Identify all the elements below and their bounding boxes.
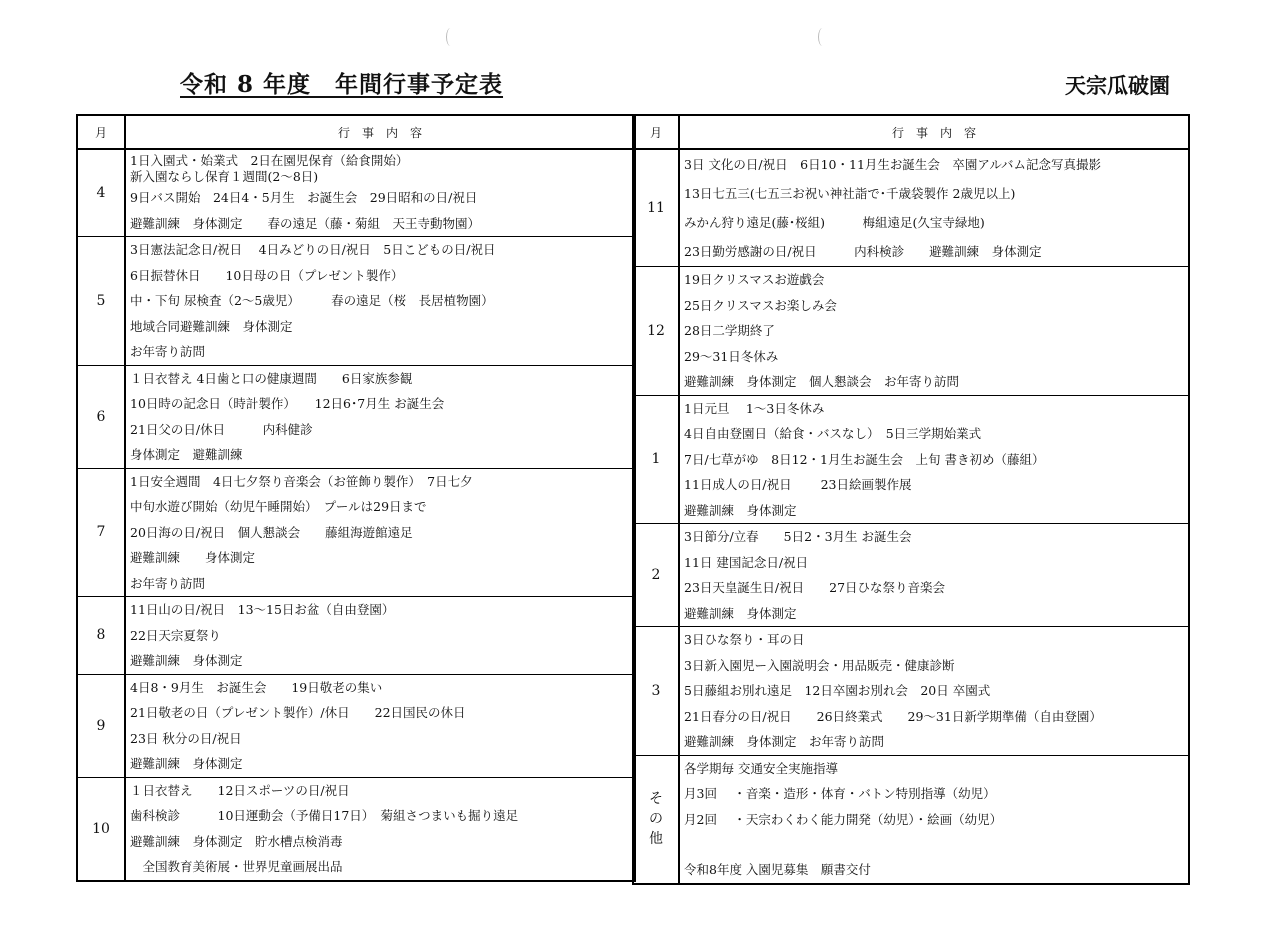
other-label-char: 他	[649, 831, 663, 847]
event-line	[684, 832, 1188, 857]
table-row	[77, 777, 635, 881]
event-line: みかん狩り遠足(藤･桜組) 梅組遠足(久宝寺緑地)	[684, 215, 985, 230]
event-line: 29～31日冬休み	[684, 348, 779, 364]
month-column-header: 月	[77, 115, 125, 149]
table-row	[633, 149, 1189, 267]
event-line: 3日新入園児ー入園説明会・用品販売・健康診断	[684, 657, 955, 673]
content-column-header: 行 事 内 容	[679, 115, 1189, 149]
event-line: 7日/七草がゆ 8日12・1月生お誕生会 上旬 書き初め（藤組）	[684, 451, 1045, 467]
event-line: 19日クリスマスお遊戯会	[684, 272, 825, 287]
month-cell: 2	[633, 524, 679, 627]
event-line: 25日クリスマスお楽しみ会	[684, 297, 837, 313]
month-cell: 5	[77, 237, 125, 366]
event-line: 月2回 ・天宗わくわく能力開発（幼児）・絵画（幼児）	[684, 811, 1003, 827]
table-row	[633, 267, 1189, 396]
event-line: 21日父の日/休日 内科健診	[130, 421, 313, 437]
events-cell	[679, 524, 1189, 627]
event-line: 4日自由登園日（給食・バスなし） 5日三学期始業式	[684, 426, 982, 441]
other-label-char: の	[649, 811, 663, 827]
events-cell	[679, 267, 1189, 396]
event-line: 新入園ならし保育１週間(2～8日)	[130, 169, 319, 184]
event-line: 11日 建国記念日/祝日	[684, 554, 809, 570]
right-schedule-table	[632, 114, 1190, 885]
event-line: 10日時の記念日（時計製作） 12日6･7月生 お誕生会	[130, 396, 445, 411]
page-title: 令和 8 年度 年間行事予定表	[180, 71, 504, 98]
event-line: 令和8年度 入園児募集 願書交付	[684, 862, 871, 877]
event-line: 避難訓練 身体測定 お年寄り訪問	[684, 734, 885, 749]
events-cell	[679, 755, 1189, 884]
event-line: 歯科検診 10日運動会（予備日17日） 菊組さつまいも掘り遠足	[130, 808, 519, 823]
events-cell	[125, 149, 635, 237]
event-line: 9日バス開始 24日4・5月生 お誕生会 29日昭和の日/祝日	[130, 190, 478, 205]
event-line: 3日ひな祭り・耳の日	[684, 632, 805, 647]
event-line: 4日8・9月生 お誕生会 19日敬老の集い	[130, 679, 383, 695]
table-row	[77, 468, 635, 597]
other-label-cell	[633, 755, 679, 884]
event-line: 1日元旦 1～3日冬休み	[684, 400, 825, 416]
event-line: 23日 秋分の日/祝日	[130, 730, 242, 746]
month-cell: 8	[77, 597, 125, 675]
event-line: １日衣替え 4日歯と口の健康週間 6日家族参観	[130, 370, 413, 386]
event-line: 5日藤組お別れ遠足 12日卒園お別れ会 20日 卒園式	[684, 683, 991, 698]
table-row	[633, 627, 1189, 756]
event-line: 避難訓練 身体測定 個人懇談会 お年寄り訪問	[684, 374, 960, 389]
event-line: 月3回 ・音楽・造形・体育・バトン特別指導（幼児）	[684, 786, 996, 801]
events-cell	[125, 674, 635, 777]
event-line: 避難訓練 身体測定	[130, 653, 243, 668]
other-label-char: そ	[649, 791, 663, 807]
table-row	[77, 365, 635, 468]
content-column-header: 行 事 内 容	[125, 115, 635, 149]
table-row	[77, 674, 635, 777]
events-cell	[125, 597, 635, 675]
event-line: 3日 文化の日/祝日 6日10・11月生お誕生会 卒園アルバム記念写真撮影	[684, 157, 1102, 172]
event-line: １日衣替え 12日スポーツの日/祝日	[130, 782, 350, 798]
event-line: 地域合同避難訓練 身体測定	[130, 318, 293, 334]
month-cell: 12	[633, 267, 679, 396]
events-cell	[125, 468, 635, 597]
event-line: 20日海の日/祝日 個人懇談会 藤組海遊館遠足	[130, 524, 413, 540]
table-row	[633, 395, 1189, 524]
month-cell: 9	[77, 674, 125, 777]
table-row	[77, 237, 635, 366]
month-cell: 7	[77, 468, 125, 597]
event-line: 避難訓練 身体測定	[130, 756, 243, 771]
events-cell	[679, 395, 1189, 524]
event-line: 6日振替休日 10日母の日（プレゼント製作）	[130, 267, 404, 283]
events-cell	[679, 627, 1189, 756]
month-cell: 3	[633, 627, 679, 756]
event-line: 13日七五三(七五三お祝い神社詣で･千歳袋製作 2歳児以上)	[684, 186, 1016, 201]
event-line: 全国教育美術展・世界児童画展出品	[130, 859, 343, 874]
events-cell	[125, 237, 635, 366]
event-line: 22日天宗夏祭り	[130, 627, 221, 643]
event-line: お年寄り訪問	[130, 344, 206, 359]
event-line: 28日二学期終了	[684, 323, 775, 338]
event-line: 23日天皇誕生日/祝日 27日ひな祭り音楽会	[684, 580, 946, 595]
table-row	[77, 597, 635, 675]
event-line: 21日春分の日/祝日 26日終業式 29～31日新学期準備（自由登園）	[684, 708, 1102, 724]
table-row	[77, 149, 635, 237]
event-line: 1日安全週間 4日七夕祭り音楽会（お笹飾り製作） 7日七夕	[130, 473, 473, 489]
table-row	[633, 755, 1189, 884]
month-cell: 10	[77, 777, 125, 881]
event-line: 21日敬老の日（プレゼント製作）/休日 22日国民の休日	[130, 705, 466, 720]
event-line: 各学期毎 交通安全実施指導	[684, 760, 838, 776]
event-line: 中旬水遊び開始（幼児午睡開始） プールは29日まで	[130, 499, 427, 514]
month-cell: 6	[77, 365, 125, 468]
table-row	[633, 524, 1189, 627]
events-cell	[125, 777, 635, 881]
month-column-header: 月	[633, 115, 679, 149]
event-line: 3日節分/立春 5日2・3月生 お誕生会	[684, 529, 912, 544]
event-line: 身体測定 避難訓練	[130, 447, 243, 462]
event-line: 1日入園式・始業式 2日在園児保育（給食開始）	[130, 153, 409, 168]
event-line: 避難訓練 身体測定	[684, 502, 797, 518]
events-cell	[125, 365, 635, 468]
event-line: 避難訓練 身体測定	[684, 605, 797, 621]
event-line: 11日山の日/祝日 13～15日お盆（自由登園）	[130, 602, 395, 617]
month-cell: 1	[633, 395, 679, 524]
events-cell	[679, 149, 1189, 267]
event-line: 中・下旬 尿検査（2～5歳児） 春の遠足（桜 長居植物園）	[130, 293, 494, 308]
month-cell: 4	[77, 149, 125, 237]
event-line: 23日勤労感謝の日/祝日 内科検診 避難訓練 身体測定	[684, 244, 1042, 259]
event-line: お年寄り訪問	[130, 575, 206, 591]
event-line: 3日憲法記念日/祝日 4日みどりの日/祝日 5日こどもの日/祝日	[130, 242, 496, 257]
organization-name: 天宗瓜破園	[1065, 73, 1170, 98]
event-line: 避難訓練 身体測定 貯水槽点検消毒	[130, 833, 343, 849]
event-line: 避難訓練 身体測定	[130, 550, 256, 565]
month-cell: 11	[633, 149, 679, 267]
event-line: 避難訓練 身体測定 春の遠足（藤・菊組 天王寺動物園）	[130, 215, 481, 231]
left-schedule-table	[76, 114, 636, 882]
event-line: 11日成人の日/祝日 23日絵画製作展	[684, 477, 912, 492]
